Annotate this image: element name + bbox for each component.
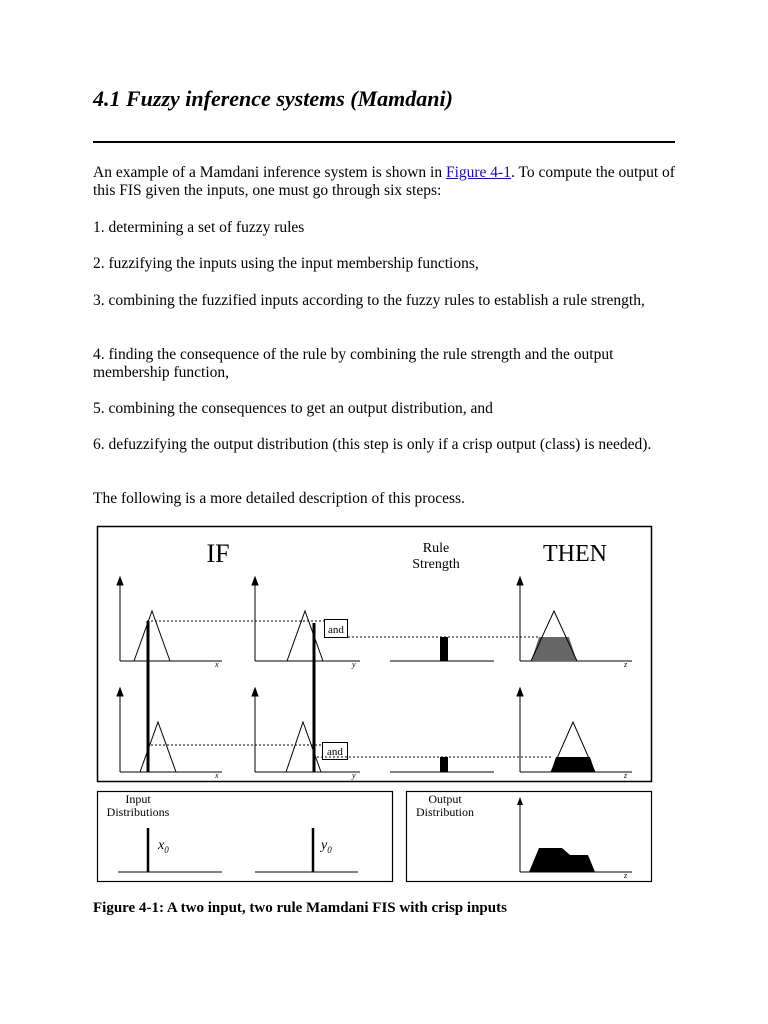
x0-label: $x_0$ <box>158 838 169 855</box>
step-6: 6. defuzzifying the output distribution (this step is only if a crisp output (class) is needed). <box>93 436 652 453</box>
rule-1-consequence-fill <box>531 637 577 661</box>
rule-2-and-label: and <box>327 746 343 758</box>
rule-1-and-label: and <box>328 624 344 636</box>
step-3: 3. combining the fuzzified inputs according to the fuzzy rules to establish a rule strength, <box>93 292 645 309</box>
section-heading: 4.1 Fuzzy inference systems (Mamdani) <box>93 86 453 111</box>
rule-2-strength-bar <box>440 757 448 772</box>
rule-2-consequence-fill <box>551 757 595 772</box>
rule-strength-label-line1: Rule <box>422 541 450 556</box>
rule-strength-label-line2: Strength <box>412 557 460 572</box>
output-distribution-label-line1: Output <box>428 792 462 806</box>
output-y-arrow <box>517 797 523 805</box>
rule-1-x-axes <box>117 577 222 661</box>
rule-2-y-axis-label: y <box>352 771 356 780</box>
rule-1-z-axes <box>517 577 632 661</box>
rule-1-strength-bar <box>440 637 448 661</box>
if-label: IF <box>206 539 230 568</box>
aggregated-output-shape <box>529 848 595 872</box>
rule-1-x-axis-label: x <box>215 660 219 669</box>
figure-link[interactable]: Figure 4-1 <box>445 164 511 181</box>
step-1: 1. determining a set of fuzzy rules <box>93 219 305 236</box>
step-5: 5. combining the consequences to get an output distribution, and <box>93 400 493 417</box>
input-distributions-label-line1: Input <box>125 792 151 806</box>
output-z-axis-label: z <box>624 871 628 880</box>
rule-2-x-membership <box>140 722 176 772</box>
step-4: 4. finding the consequence of the rule by combining the rule strength and the output membership function, <box>93 346 614 381</box>
step-2: 2. fuzzifying the inputs using the input membership functions, <box>93 255 479 272</box>
y0-label: $y_0$ <box>321 838 332 855</box>
rule-2-y-membership <box>286 722 321 772</box>
intro-text-after: . To compute the output of this FIS given the inputs, one must go through six steps: <box>93 164 675 199</box>
rule-1-z-axis-label: z <box>624 660 628 669</box>
closing-paragraph: The following is a more detailed description of this process. <box>93 490 465 507</box>
output-distribution-label-line2: Distribution <box>415 805 475 819</box>
rule-1-x-membership <box>134 611 170 661</box>
intro-text-before: An example of a Mamdani inference system is shown in <box>93 164 446 181</box>
figure-caption: Figure 4-1: A two input, two rule Mamdani FIS with crisp inputs <box>93 900 507 916</box>
rule-2-z-axis-label: z <box>624 771 628 780</box>
rule-1-y-axis-label: y <box>352 660 356 669</box>
rule-1-y-membership <box>287 611 323 661</box>
input-distributions-label-line2: Distributions <box>106 805 170 819</box>
then-label: THEN <box>543 541 607 567</box>
rule-2-x-axis-label: x <box>215 771 219 780</box>
rule-2-x-axes <box>117 688 222 772</box>
